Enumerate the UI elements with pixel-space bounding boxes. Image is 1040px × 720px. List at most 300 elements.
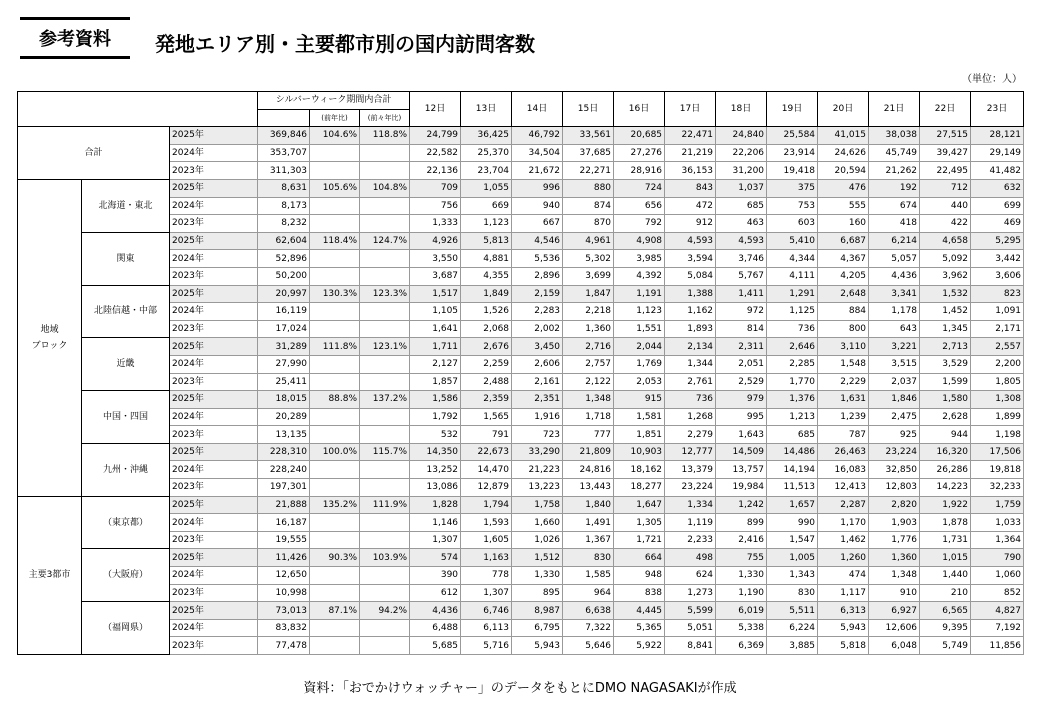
day-cell: 940 — [512, 197, 563, 215]
year-cell: 2023年 — [170, 531, 258, 549]
day-cell: 20,594 — [818, 162, 869, 180]
sub-label: （大阪府） — [82, 549, 170, 602]
day-cell: 1,308 — [971, 391, 1024, 409]
day-cell: 19,984 — [716, 479, 767, 497]
two-year-cell — [360, 514, 410, 532]
day-cell: 1,899 — [971, 408, 1024, 426]
two-year-cell: 123.1% — [360, 338, 410, 356]
total-cell: 27,990 — [258, 355, 310, 373]
day-cell: 34,504 — [512, 144, 563, 162]
day-cell: 1,055 — [461, 179, 512, 197]
total-cell: 12,650 — [258, 567, 310, 585]
day-cell: 4,392 — [614, 267, 665, 285]
day-cell: 4,445 — [614, 602, 665, 620]
day-cell: 964 — [563, 584, 614, 602]
yoy-cell — [310, 479, 360, 497]
day-cell: 3,746 — [716, 250, 767, 268]
day-cell: 12,777 — [665, 443, 716, 461]
total-cell: 8,232 — [258, 215, 310, 233]
day-cell: 777 — [563, 426, 614, 444]
day-cell: 5,295 — [971, 232, 1024, 250]
day-cell: 736 — [767, 320, 818, 338]
day-cell: 5,084 — [665, 267, 716, 285]
day-cell: 1,585 — [563, 567, 614, 585]
day-cell: 1,105 — [410, 303, 461, 321]
yoy-cell — [310, 144, 360, 162]
day-cell: 1,146 — [410, 514, 461, 532]
two-year-cell — [360, 531, 410, 549]
day-cell: 5,716 — [461, 637, 512, 655]
day-cell: 712 — [920, 179, 971, 197]
day-cell: 870 — [563, 215, 614, 233]
day-cell: 28,916 — [614, 162, 665, 180]
day-cell: 2,127 — [410, 355, 461, 373]
day-cell: 390 — [410, 567, 461, 585]
yoy-cell: 90.3% — [310, 549, 360, 567]
yoy-cell — [310, 567, 360, 585]
day-cell: 6,214 — [869, 232, 920, 250]
day-cell: 895 — [512, 584, 563, 602]
year-cell: 2025年 — [170, 549, 258, 567]
day-cell: 6,927 — [869, 602, 920, 620]
day-cell: 12,413 — [818, 479, 869, 497]
total-cell: 21,888 — [258, 496, 310, 514]
year-cell: 2024年 — [170, 144, 258, 162]
total-cell: 197,301 — [258, 479, 310, 497]
header-period-total: シルバーウィーク期間内合計 — [258, 92, 410, 110]
day-cell: 160 — [818, 215, 869, 233]
day-cell: 1,343 — [767, 567, 818, 585]
day-cell: 21,219 — [665, 144, 716, 162]
yoy-cell: 100.0% — [310, 443, 360, 461]
sub-label: 北陸信越・中部 — [82, 285, 170, 338]
table-row — [18, 602, 1024, 620]
day-cell: 29,149 — [971, 144, 1024, 162]
day-cell: 1,828 — [410, 496, 461, 514]
two-year-cell: 118.8% — [360, 127, 410, 145]
day-cell: 1,851 — [614, 426, 665, 444]
two-year-cell — [360, 162, 410, 180]
two-year-cell — [360, 426, 410, 444]
sub-label: 近畿 — [82, 338, 170, 391]
day-cell: 1,376 — [767, 391, 818, 409]
day-cell: 7,192 — [971, 619, 1024, 637]
day-cell: 1,878 — [920, 514, 971, 532]
day-cell: 472 — [665, 197, 716, 215]
day-cell: 5,092 — [920, 250, 971, 268]
day-cell: 800 — [818, 320, 869, 338]
yoy-cell: 104.6% — [310, 127, 360, 145]
day-cell: 2,283 — [512, 303, 563, 321]
day-cell: 18,277 — [614, 479, 665, 497]
year-cell: 2025年 — [170, 179, 258, 197]
day-cell: 880 — [563, 179, 614, 197]
day-cell: 1,330 — [716, 567, 767, 585]
day-cell: 1,547 — [767, 531, 818, 549]
day-cell: 13,223 — [512, 479, 563, 497]
day-cell: 643 — [869, 320, 920, 338]
day-cell: 1,769 — [614, 355, 665, 373]
day-cell: 925 — [869, 426, 920, 444]
day-cell: 1,805 — [971, 373, 1024, 391]
day-cell: 1,847 — [563, 285, 614, 303]
total-cell: 25,411 — [258, 373, 310, 391]
day-cell: 1,348 — [869, 567, 920, 585]
day-cell: 22,136 — [410, 162, 461, 180]
day-cell: 28,121 — [971, 127, 1024, 145]
yoy-cell: 135.2% — [310, 496, 360, 514]
day-cell: 23,704 — [461, 162, 512, 180]
yoy-cell — [310, 355, 360, 373]
day-cell: 440 — [920, 197, 971, 215]
day-cell: 38,038 — [869, 127, 920, 145]
day-cell: 1,491 — [563, 514, 614, 532]
group-label: 地域 ブロック — [18, 179, 82, 496]
header-day: 18日 — [716, 92, 767, 127]
total-cell: 353,707 — [258, 144, 310, 162]
day-cell: 3,550 — [410, 250, 461, 268]
total-cell: 369,846 — [258, 127, 310, 145]
visitor-table — [17, 91, 1024, 655]
two-year-cell — [360, 215, 410, 233]
day-cell: 2,259 — [461, 355, 512, 373]
day-cell: 16,320 — [920, 443, 971, 461]
total-cell: 62,604 — [258, 232, 310, 250]
total-cell: 20,997 — [258, 285, 310, 303]
day-cell: 838 — [614, 584, 665, 602]
day-cell: 22,582 — [410, 144, 461, 162]
day-cell: 2,134 — [665, 338, 716, 356]
day-cell: 23,224 — [665, 479, 716, 497]
day-cell: 1,123 — [461, 215, 512, 233]
day-cell: 6,488 — [410, 619, 461, 637]
sub-label: 中国・四国 — [82, 391, 170, 444]
day-cell: 1,657 — [767, 496, 818, 514]
day-cell: 1,348 — [563, 391, 614, 409]
yoy-cell — [310, 514, 360, 532]
day-cell: 2,628 — [920, 408, 971, 426]
day-cell: 2,648 — [818, 285, 869, 303]
day-cell: 2,037 — [869, 373, 920, 391]
day-cell: 1,242 — [716, 496, 767, 514]
day-cell: 1,344 — [665, 355, 716, 373]
yoy-cell: 87.1% — [310, 602, 360, 620]
year-cell: 2024年 — [170, 461, 258, 479]
year-cell: 2023年 — [170, 267, 258, 285]
day-cell: 1,647 — [614, 496, 665, 514]
yoy-cell — [310, 267, 360, 285]
day-cell: 20,685 — [614, 127, 665, 145]
day-cell: 2,311 — [716, 338, 767, 356]
day-cell: 1,060 — [971, 567, 1024, 585]
header-yoy: (前年比) — [310, 109, 360, 127]
day-cell: 1,307 — [461, 584, 512, 602]
day-cell: 2,351 — [512, 391, 563, 409]
table-row — [18, 127, 1024, 145]
day-cell: 1,037 — [716, 179, 767, 197]
year-cell: 2023年 — [170, 426, 258, 444]
day-cell: 4,355 — [461, 267, 512, 285]
header-total-blank — [258, 109, 310, 127]
day-cell: 5,338 — [716, 619, 767, 637]
day-cell: 674 — [869, 197, 920, 215]
day-cell: 26,463 — [818, 443, 869, 461]
day-cell: 25,584 — [767, 127, 818, 145]
day-cell: 32,233 — [971, 479, 1024, 497]
day-cell: 210 — [920, 584, 971, 602]
day-cell: 1,581 — [614, 408, 665, 426]
year-cell: 2023年 — [170, 637, 258, 655]
day-cell: 12,606 — [869, 619, 920, 637]
day-cell: 22,495 — [920, 162, 971, 180]
day-cell: 3,594 — [665, 250, 716, 268]
day-cell: 6,048 — [869, 637, 920, 655]
total-cell: 11,426 — [258, 549, 310, 567]
day-cell: 2,200 — [971, 355, 1024, 373]
day-cell: 1,770 — [767, 373, 818, 391]
day-cell: 1,015 — [920, 549, 971, 567]
header-blank — [18, 92, 258, 127]
day-cell: 4,827 — [971, 602, 1024, 620]
table-row — [18, 391, 1024, 409]
total-cell: 50,200 — [258, 267, 310, 285]
day-cell: 915 — [614, 391, 665, 409]
total-cell: 73,013 — [258, 602, 310, 620]
day-cell: 24,799 — [410, 127, 461, 145]
day-cell: 5,365 — [614, 619, 665, 637]
day-cell: 2,761 — [665, 373, 716, 391]
day-cell: 8,841 — [665, 637, 716, 655]
day-cell: 656 — [614, 197, 665, 215]
day-cell: 36,425 — [461, 127, 512, 145]
day-cell: 1,330 — [512, 567, 563, 585]
day-cell: 4,546 — [512, 232, 563, 250]
day-cell: 5,922 — [614, 637, 665, 655]
day-cell: 874 — [563, 197, 614, 215]
year-cell: 2024年 — [170, 619, 258, 637]
yoy-cell — [310, 250, 360, 268]
year-cell: 2023年 — [170, 584, 258, 602]
day-cell: 1,718 — [563, 408, 614, 426]
day-cell: 612 — [410, 584, 461, 602]
two-year-cell: 115.7% — [360, 443, 410, 461]
day-cell: 990 — [767, 514, 818, 532]
day-cell: 1,273 — [665, 584, 716, 602]
day-cell: 24,840 — [716, 127, 767, 145]
table-row — [18, 232, 1024, 250]
total-cell: 83,832 — [258, 619, 310, 637]
year-cell: 2023年 — [170, 479, 258, 497]
day-cell: 699 — [971, 197, 1024, 215]
two-year-cell — [360, 267, 410, 285]
day-cell: 1,367 — [563, 531, 614, 549]
day-cell: 8,987 — [512, 602, 563, 620]
day-cell: 830 — [563, 549, 614, 567]
day-cell: 4,593 — [665, 232, 716, 250]
day-cell: 14,350 — [410, 443, 461, 461]
day-cell: 1,305 — [614, 514, 665, 532]
day-cell: 22,206 — [716, 144, 767, 162]
day-cell: 5,813 — [461, 232, 512, 250]
day-cell: 2,757 — [563, 355, 614, 373]
day-cell: 1,091 — [971, 303, 1024, 321]
day-cell: 4,926 — [410, 232, 461, 250]
day-cell: 474 — [818, 567, 869, 585]
day-cell: 1,758 — [512, 496, 563, 514]
day-cell: 787 — [818, 426, 869, 444]
day-cell: 4,205 — [818, 267, 869, 285]
two-year-cell — [360, 355, 410, 373]
day-cell: 790 — [971, 549, 1024, 567]
day-cell: 1,551 — [614, 320, 665, 338]
day-cell: 1,512 — [512, 549, 563, 567]
day-cell: 1,119 — [665, 514, 716, 532]
year-cell: 2023年 — [170, 320, 258, 338]
day-cell: 1,731 — [920, 531, 971, 549]
day-cell: 4,961 — [563, 232, 614, 250]
day-cell: 1,462 — [818, 531, 869, 549]
total-cell: 16,187 — [258, 514, 310, 532]
table-body — [18, 127, 1024, 655]
day-cell: 4,908 — [614, 232, 665, 250]
table-row — [18, 443, 1024, 461]
day-cell: 418 — [869, 215, 920, 233]
day-cell: 2,713 — [920, 338, 971, 356]
day-cell: 1,162 — [665, 303, 716, 321]
day-cell: 4,111 — [767, 267, 818, 285]
day-cell: 45,749 — [869, 144, 920, 162]
day-cell: 1,849 — [461, 285, 512, 303]
day-cell: 1,794 — [461, 496, 512, 514]
day-cell: 6,113 — [461, 619, 512, 637]
day-cell: 2,488 — [461, 373, 512, 391]
day-cell: 14,470 — [461, 461, 512, 479]
day-cell: 6,795 — [512, 619, 563, 637]
total-cell: 19,555 — [258, 531, 310, 549]
day-cell: 632 — [971, 179, 1024, 197]
day-cell: 1,857 — [410, 373, 461, 391]
day-cell: 3,341 — [869, 285, 920, 303]
sub-label: 関東 — [82, 232, 170, 285]
day-cell: 6,019 — [716, 602, 767, 620]
day-cell: 1,776 — [869, 531, 920, 549]
source-note: 資料：「おでかけウォッチャー」のデータをもとにDMO NAGASAKIが作成 — [303, 681, 737, 696]
yoy-cell — [310, 408, 360, 426]
day-cell: 1,593 — [461, 514, 512, 532]
yoy-cell — [310, 531, 360, 549]
total-cell: 228,310 — [258, 443, 310, 461]
day-cell: 22,471 — [665, 127, 716, 145]
day-cell: 17,506 — [971, 443, 1024, 461]
sub-label: （東京都） — [82, 496, 170, 549]
two-year-cell — [360, 197, 410, 215]
day-cell: 27,515 — [920, 127, 971, 145]
sub-label: 北海道・東北 — [82, 179, 170, 232]
day-cell: 1,565 — [461, 408, 512, 426]
day-cell: 944 — [920, 426, 971, 444]
day-cell: 995 — [716, 408, 767, 426]
day-cell: 22,271 — [563, 162, 614, 180]
two-year-cell — [360, 144, 410, 162]
two-year-cell — [360, 567, 410, 585]
day-cell: 1,026 — [512, 531, 563, 549]
day-cell: 685 — [716, 197, 767, 215]
day-cell: 884 — [818, 303, 869, 321]
total-cell: 18,015 — [258, 391, 310, 409]
year-cell: 2023年 — [170, 215, 258, 233]
day-cell: 1,922 — [920, 496, 971, 514]
yoy-cell: 130.3% — [310, 285, 360, 303]
day-cell: 1,291 — [767, 285, 818, 303]
two-year-cell: 111.9% — [360, 496, 410, 514]
day-cell: 9,395 — [920, 619, 971, 637]
header-day: 23日 — [971, 92, 1024, 127]
day-cell: 13,379 — [665, 461, 716, 479]
day-cell: 375 — [767, 179, 818, 197]
year-cell: 2024年 — [170, 303, 258, 321]
day-cell: 5,685 — [410, 637, 461, 655]
day-cell: 3,985 — [614, 250, 665, 268]
day-cell: 1,526 — [461, 303, 512, 321]
day-cell: 1,792 — [410, 408, 461, 426]
header-day: 21日 — [869, 92, 920, 127]
day-cell: 5,410 — [767, 232, 818, 250]
day-cell: 3,450 — [512, 338, 563, 356]
total-cell: 77,478 — [258, 637, 310, 655]
day-cell: 5,536 — [512, 250, 563, 268]
day-cell: 2,053 — [614, 373, 665, 391]
day-cell: 910 — [869, 584, 920, 602]
day-cell: 2,557 — [971, 338, 1024, 356]
day-cell: 1,711 — [410, 338, 461, 356]
year-cell: 2024年 — [170, 197, 258, 215]
day-cell: 778 — [461, 567, 512, 585]
day-cell: 1,388 — [665, 285, 716, 303]
sub-label: 九州・沖縄 — [82, 443, 170, 496]
day-cell: 2,159 — [512, 285, 563, 303]
two-year-cell — [360, 479, 410, 497]
day-cell: 14,486 — [767, 443, 818, 461]
day-cell: 1,903 — [869, 514, 920, 532]
day-cell: 791 — [461, 426, 512, 444]
day-cell: 2,529 — [716, 373, 767, 391]
day-cell: 1,893 — [665, 320, 716, 338]
day-cell: 469 — [971, 215, 1024, 233]
day-cell: 792 — [614, 215, 665, 233]
day-cell: 1,360 — [869, 549, 920, 567]
day-cell: 1,643 — [716, 426, 767, 444]
day-cell: 422 — [920, 215, 971, 233]
year-cell: 2025年 — [170, 127, 258, 145]
day-cell: 24,626 — [818, 144, 869, 162]
header-day: 20日 — [818, 92, 869, 127]
day-cell: 814 — [716, 320, 767, 338]
yoy-cell — [310, 637, 360, 655]
day-cell: 33,290 — [512, 443, 563, 461]
day-cell: 21,672 — [512, 162, 563, 180]
yoy-cell — [310, 320, 360, 338]
table-row — [18, 496, 1024, 514]
year-cell: 2025年 — [170, 602, 258, 620]
yoy-cell — [310, 426, 360, 444]
day-cell: 5,749 — [920, 637, 971, 655]
day-cell: 6,313 — [818, 602, 869, 620]
yoy-cell: 111.8% — [310, 338, 360, 356]
day-cell: 1,548 — [818, 355, 869, 373]
yoy-cell — [310, 373, 360, 391]
reference-tag: 参考資料 — [20, 17, 130, 59]
day-cell: 12,803 — [869, 479, 920, 497]
